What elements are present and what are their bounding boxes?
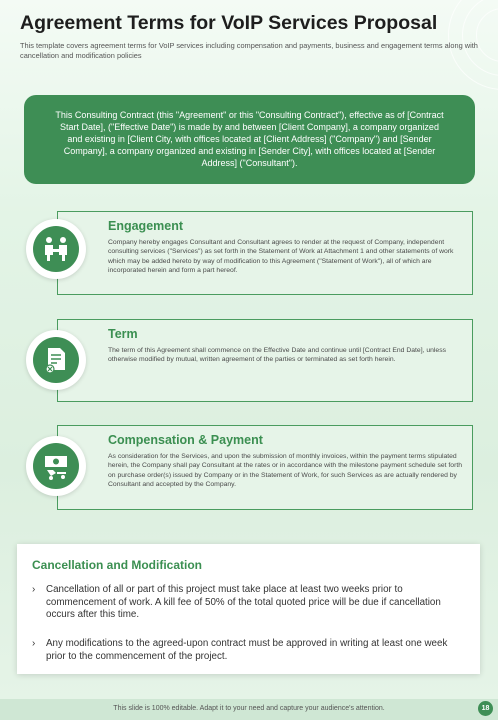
section-text: As consideration for the Services, and upon the submission of monthly invoices, within the payment terms stipulated herein, the Company shall pay Consultant at the rates or in accordance with the milestone payment schedule set forth on purchase order(s) issued by Company or in the Statement of Work, for such Services as are actually rendered by Consultant and accepted by the Company.	[108, 453, 463, 489]
section-engagement	[57, 211, 473, 295]
cancellation-card	[17, 544, 480, 674]
bullet-chevron-icon: ›	[32, 584, 36, 595]
section-heading: Term	[108, 327, 138, 341]
compensation-icon-badge	[26, 436, 86, 496]
section-text: The term of this Agreement shall commence on the Effective Date and continue until [Contract End Date], unless otherwise modified by mutual, written agreement of the parties or terminated as set forth herein.	[108, 347, 447, 364]
page-subtitle: This template covers agreement terms for VoIP services including compensation and payments, business and engagement terms along with cancellation and modification policies	[20, 41, 478, 60]
footer-bar	[0, 699, 498, 720]
section-text: Company hereby engages Consultant and Consultant agrees to render at the request of Company, independent consulting services ("Services") as set forth in the Statement of Work at Attachment 1 and other statements of work which may be added hereto by way of modification to this Agreement ("Statement of Work"), all of which are incorporated herein and form a part hereof.	[108, 239, 454, 275]
cancellation-item: › Cancellation of all or part of this project must take place at least two weeks prior to commencement of work. A kill fee of 50% of the total quoted price will be due if cancellation occurs after this time.	[32, 584, 441, 621]
document-icon	[41, 345, 71, 375]
handshake-icon	[41, 234, 71, 264]
page-number: 18	[478, 701, 493, 716]
engagement-icon-badge	[26, 219, 86, 279]
footer-text: This slide is 100% editable. Adapt it to your need and capture your audience's attention.	[113, 705, 385, 712]
contract-text: This Consulting Contract (this "Agreement" or this "Consulting Contract"), effective as of [Contract Start Date], ("Effective Date") is made by and between [Client Company], a company organized and existing in [Client City, with offices located at [Client Address] ("Company") and [Sender Company], a company organized and existing in [Sender City], with offices located at [Sender Address] ("Consultant").	[55, 110, 444, 168]
page-title: Agreement Terms for VoIP Services Proposal	[20, 12, 438, 34]
money-payment-icon	[41, 451, 71, 481]
cancellation-heading: Cancellation and Modification	[32, 558, 203, 572]
section-heading: Compensation & Payment	[108, 433, 263, 447]
section-term	[57, 319, 473, 402]
term-icon-badge	[26, 330, 86, 390]
section-compensation	[57, 425, 473, 510]
contract-summary-box	[24, 95, 475, 184]
cancellation-item: › Any modifications to the agreed-upon contract must be approved in writing at least one week prior to the commencement of the project.	[32, 638, 448, 662]
bullet-chevron-icon: ›	[32, 638, 36, 649]
section-heading: Engagement	[108, 219, 184, 233]
